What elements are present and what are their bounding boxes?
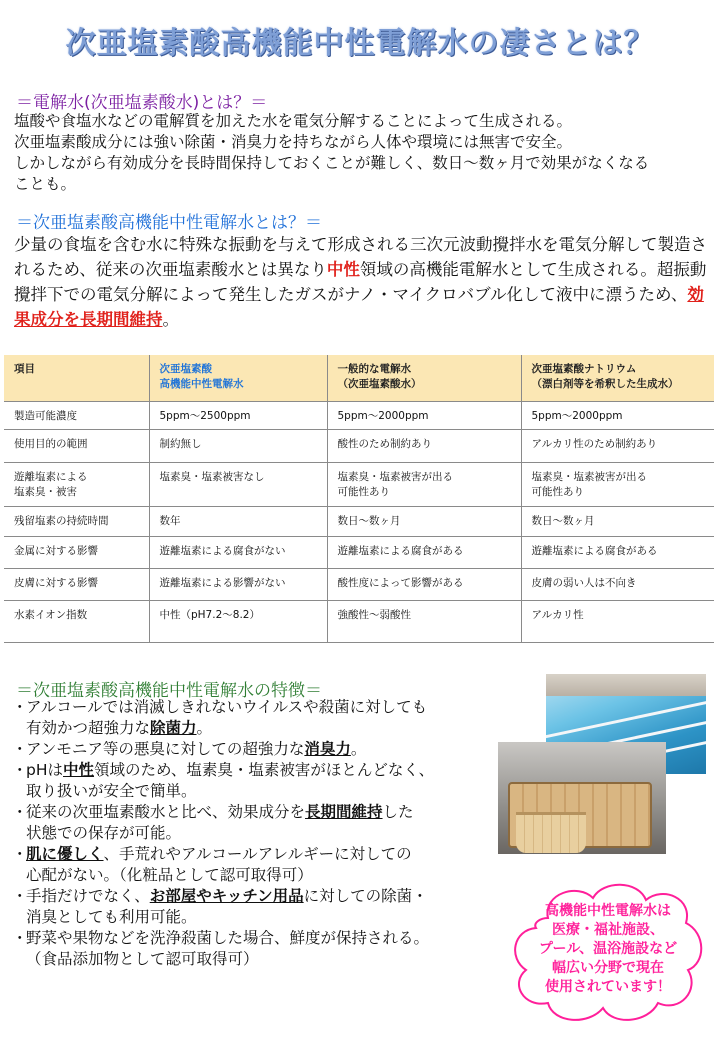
row-cell: 遊離塩素による腐食がある xyxy=(521,537,714,569)
feature-text: 、手荒れやアルコールアレルギーに対しての xyxy=(103,845,412,863)
list-item xyxy=(12,886,492,928)
feature-text: 野菜や果物などを洗浄殺菌した場合、鮮度が保持される。 xyxy=(26,929,430,947)
list-item xyxy=(12,802,492,844)
bullet: ・ xyxy=(12,698,28,716)
feature-text: 従来の次亜塩素酸水と比べ、効果成分を xyxy=(26,803,306,821)
section1-heading: ＝電解水(次亜塩素酸水)とは？＝ xyxy=(16,93,268,113)
section2-text-a: 少量の食塩を含む水に特殊な振動を与えて形成される三次元波動攪拌水を電気分解して製造されるため、従来の次亜塩素酸水とは異なり xyxy=(14,235,707,279)
row-cell: 中性（pH7.2〜8.2） xyxy=(149,601,327,643)
row-cell: 塩素臭・塩素被害なし xyxy=(149,463,327,507)
feature-text: に対しての除菌・ xyxy=(303,887,428,905)
row-item: 製造可能濃度 xyxy=(4,402,149,430)
feature-text: 領域のため、塩素臭・塩素被害がほとんどなく、 xyxy=(94,761,435,779)
section1-line: 次亜塩素酸成分には強い除菌・消臭力を持ちながら人体や環境には無害で安全。 xyxy=(14,133,573,151)
section2-text-c: 。 xyxy=(162,310,179,329)
cloud-line: 幅広い分野で現在 xyxy=(552,960,664,976)
section1-line: しかしながら有効成分を長時間保持しておくことが難しく、数日〜数ヶ月で効果がなくなる xyxy=(14,154,650,172)
header-col2-line1: 一般的な電解水 xyxy=(337,363,411,375)
feature-text: アルコールでは消滅しきれないウイルスや殺菌に対しても xyxy=(26,698,428,716)
page-title: 次亜塩素酸高機能中性電解水の凄さとは？ xyxy=(65,26,655,61)
row-cell: 制約無し xyxy=(149,430,327,463)
feature-text: 状態での保存が可能。 xyxy=(26,824,182,842)
section1-body xyxy=(14,111,710,195)
feature-highlight: 消臭力 xyxy=(304,740,351,758)
bullet: ・ xyxy=(12,761,28,779)
row-cell xyxy=(521,463,714,507)
row-cell: 酸性度によって影響がある xyxy=(327,569,521,601)
row-item: 水素イオン指数 xyxy=(4,601,149,643)
table-header-row xyxy=(4,355,714,402)
feature-text: 消臭としても利用可能。 xyxy=(26,908,197,926)
section2-heading: ＝次亜塩素酸高機能中性電解水とは？＝ xyxy=(16,213,322,233)
bullet: ・ xyxy=(12,740,28,758)
row-cell: 5ppm〜2000ppm xyxy=(327,402,521,430)
row-cell: 数年 xyxy=(149,507,327,537)
row-item-line1: 遊離塩素による xyxy=(14,471,88,483)
bullet: ・ xyxy=(12,803,28,821)
row-cell: 5ppm〜2500ppm xyxy=(149,402,327,430)
row-cell: アルカリ性 xyxy=(521,601,714,643)
row-cell-line2: 可能性あり xyxy=(337,486,390,498)
feature-highlight: お部屋やキッチン用品 xyxy=(149,887,304,905)
header-col2 xyxy=(327,355,521,402)
table-row xyxy=(4,402,714,430)
header-col3 xyxy=(521,355,714,402)
row-item-line2: 塩素臭・被害 xyxy=(14,486,77,498)
bullet: ・ xyxy=(12,845,28,863)
feature-text: pHは xyxy=(26,761,63,779)
feature-text: した xyxy=(382,803,414,821)
table-row xyxy=(4,569,714,601)
table-row xyxy=(4,507,714,537)
row-item: 皮膚に対する影響 xyxy=(4,569,149,601)
section1-line: ことも。 xyxy=(14,175,77,193)
feature-text: アンモニア等の悪臭に対しての超強力な xyxy=(26,740,305,758)
feature-text: 手指だけでなく、 xyxy=(26,887,150,905)
header-col1 xyxy=(149,355,327,402)
section2-text-b: 領域の高機能電解水として生成される。超振動攪拌下での電気分解によって発生したガスがナノ・マイクロバブル化して液中に漂うため、 xyxy=(14,260,707,304)
bullet: ・ xyxy=(12,929,28,947)
row-item: 金属に対する影響 xyxy=(4,537,149,569)
cloud-text xyxy=(518,902,698,997)
header-col3-line1: 次亜塩素酸ナトリウム xyxy=(531,363,637,375)
section3-heading: ＝次亜塩素酸高機能中性電解水の特徴＝ xyxy=(16,681,322,701)
feature-text: 。 xyxy=(350,740,367,758)
row-cell: 皮膚の弱い人は不向き xyxy=(521,569,714,601)
row-cell: アルカリ性のため制約あり xyxy=(521,430,714,463)
row-cell-line1: 塩素臭・塩素被害が出る xyxy=(337,471,453,483)
feature-highlight: 長期間維持 xyxy=(305,803,383,821)
cloud-line: 高機能中性電解水は xyxy=(545,903,671,919)
list-item xyxy=(12,697,492,739)
pool-wall xyxy=(546,674,706,696)
feature-text: （食品添加物として認可取得可） xyxy=(26,950,259,968)
wooden-bucket xyxy=(516,812,586,853)
pool-lane xyxy=(546,693,706,742)
list-item xyxy=(12,928,492,970)
row-cell: 遊離塩素による影響がない xyxy=(149,569,327,601)
section2-body xyxy=(14,232,710,332)
row-cell-line1: 塩素臭・塩素被害が出る xyxy=(531,471,647,483)
highlight-neutral: 中性 xyxy=(326,260,360,279)
row-cell: 数日〜数ヶ月 xyxy=(327,507,521,537)
header-col2-line2: （次亜塩素酸水） xyxy=(337,378,422,390)
comparison-table xyxy=(4,355,714,643)
table-row xyxy=(4,463,714,507)
header-col1-line1: 次亜塩素酸 xyxy=(159,363,212,375)
feature-highlight: 中性 xyxy=(63,761,95,779)
highlight-long-term: 効果成分を長期間維持 xyxy=(14,285,704,329)
features-list xyxy=(12,697,492,970)
table-row xyxy=(4,537,714,569)
feature-highlight: 肌に優しく xyxy=(26,845,104,863)
header-col3-line2: （漂白剤等を希釈した生成水） xyxy=(531,378,679,390)
feature-highlight: 除菌力 xyxy=(150,719,197,737)
row-item xyxy=(4,463,149,507)
list-item xyxy=(12,760,492,802)
table-row xyxy=(4,430,714,463)
feature-text: 。 xyxy=(196,719,213,737)
cloud-line: 医療・福祉施設、 xyxy=(552,922,664,938)
header-col1-line2: 高機能中性電解水 xyxy=(159,378,244,390)
row-cell-line2: 可能性あり xyxy=(531,486,584,498)
row-cell: 数日〜数ヶ月 xyxy=(521,507,714,537)
wooden-bath-photo xyxy=(498,742,666,854)
cloud-line: プール、温浴施設など xyxy=(538,941,678,957)
row-item: 使用目的の範囲 xyxy=(4,430,149,463)
feature-text: 取り扱いが安全で簡単。 xyxy=(26,782,197,800)
list-item xyxy=(12,739,492,760)
bullet: ・ xyxy=(12,887,28,905)
feature-text: 有効かつ超強力な xyxy=(26,719,151,737)
row-cell xyxy=(327,463,521,507)
row-cell: 酸性のため制約あり xyxy=(327,430,521,463)
table-row xyxy=(4,601,714,643)
row-cell: 5ppm〜2000ppm xyxy=(521,402,714,430)
section1-line: 塩酸や食塩水などの電解質を加えた水を電気分解することによって生成される。 xyxy=(14,112,573,130)
row-cell: 強酸性〜弱酸性 xyxy=(327,601,521,643)
cloud-line: 使用されています！ xyxy=(545,979,671,995)
feature-text: 心配がない。（化粧品として認可取得可） xyxy=(26,866,313,884)
row-cell: 遊離塩素による腐食がある xyxy=(327,537,521,569)
row-item: 残留塩素の持続時間 xyxy=(4,507,149,537)
row-cell: 遊離塩素による腐食がない xyxy=(149,537,327,569)
header-item: 項目 xyxy=(4,355,149,402)
list-item xyxy=(12,844,492,886)
